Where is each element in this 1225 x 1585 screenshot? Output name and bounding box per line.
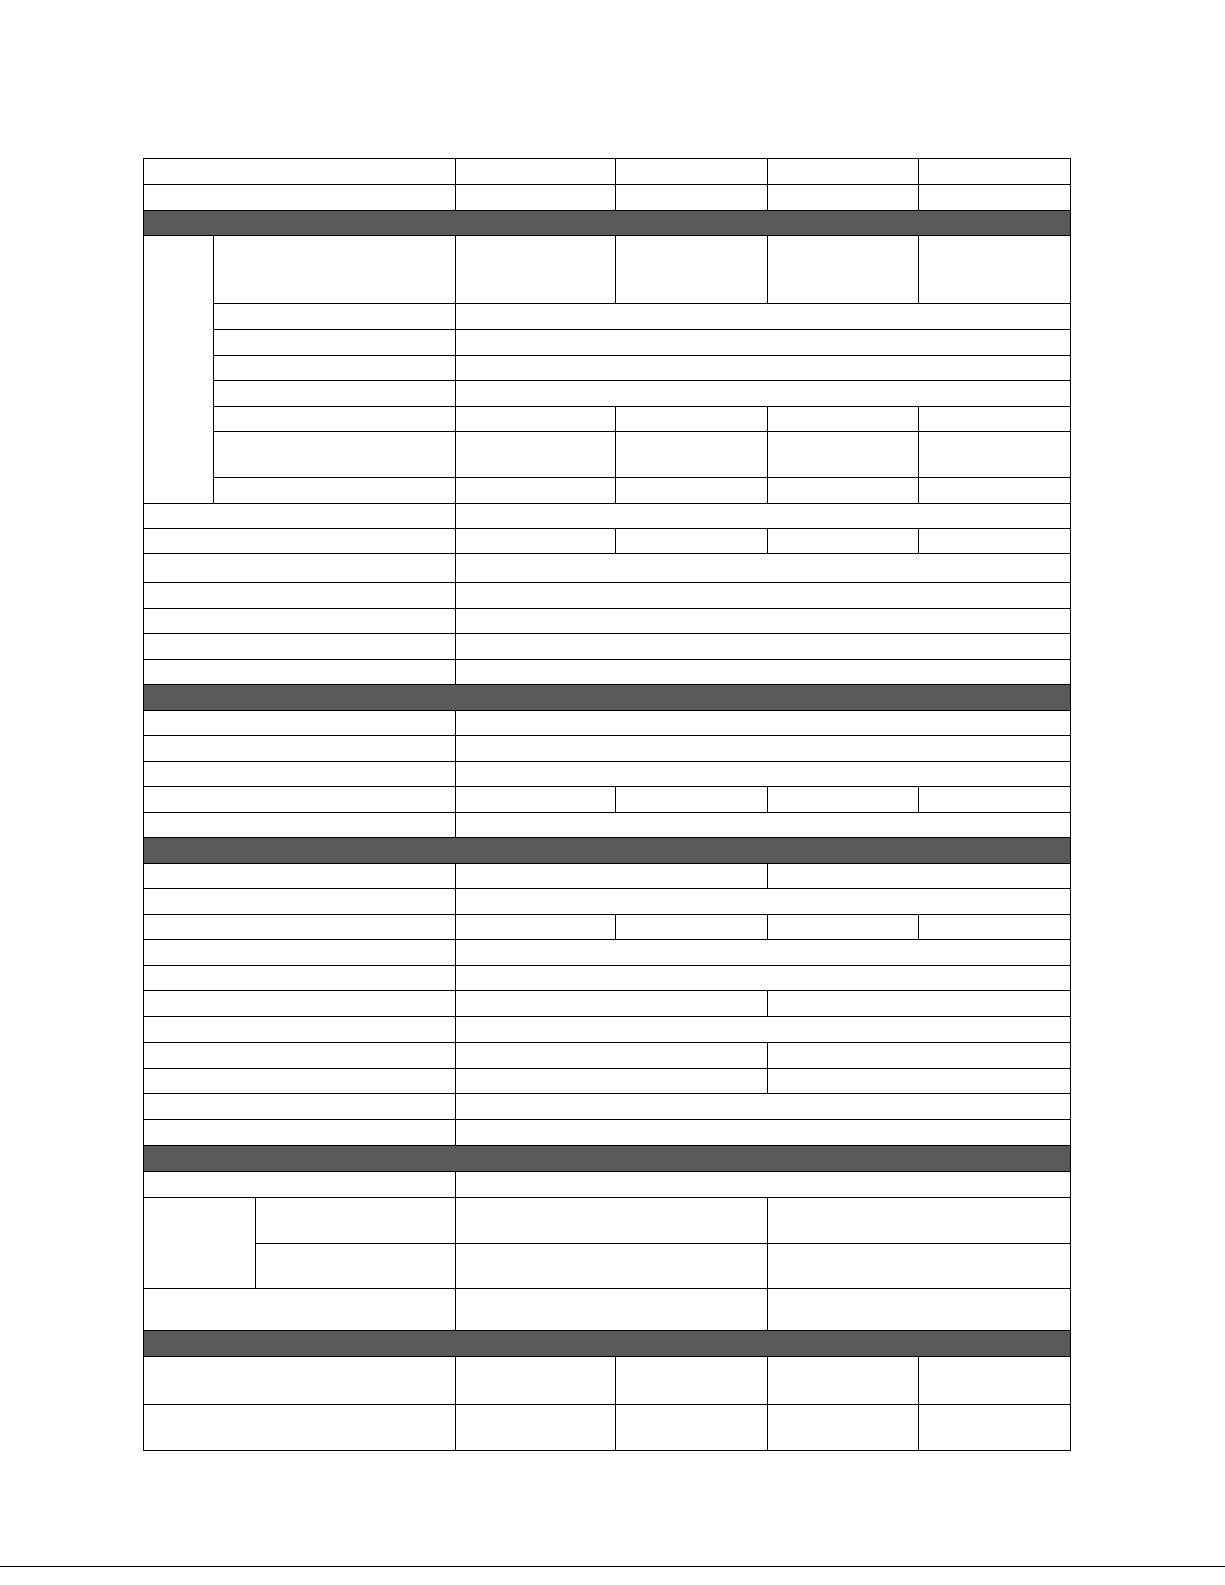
table-cell [768, 864, 1071, 889]
table-cell [456, 304, 1071, 330]
table-cell [768, 1357, 919, 1405]
table-cell [456, 381, 1071, 407]
table-cell [144, 1172, 456, 1198]
table-cell [768, 915, 919, 940]
table-cell [456, 1017, 1071, 1043]
table-row [144, 185, 1071, 211]
table-cell [768, 185, 919, 211]
table-row [144, 813, 1071, 838]
table-cell [456, 356, 1071, 381]
table-cell [144, 554, 456, 583]
table-cell [456, 634, 1071, 660]
table-cell [214, 432, 456, 478]
table-row [144, 554, 1071, 583]
table-cell [919, 915, 1071, 940]
table-cell [616, 787, 768, 813]
table-cell [768, 478, 919, 504]
table-cell [456, 1120, 1071, 1146]
table-cell [616, 1357, 768, 1405]
table-cell [144, 940, 456, 966]
table-cell [214, 330, 456, 356]
section-header-row [144, 838, 1071, 864]
table-row [144, 1017, 1071, 1043]
table-cell [144, 634, 456, 660]
section-header-cell [144, 1331, 1071, 1357]
table-cell [616, 478, 768, 504]
table-cell [768, 159, 919, 185]
table-cell [456, 529, 616, 554]
table-cell [456, 736, 1071, 762]
section-header-cell [144, 685, 1071, 711]
table-cell [616, 185, 768, 211]
table-cell [456, 185, 616, 211]
table-cell [214, 407, 456, 432]
table-cell [144, 991, 456, 1017]
table-cell [456, 478, 616, 504]
table-cell [214, 381, 456, 407]
table-cell [214, 236, 456, 304]
table-cell [768, 407, 919, 432]
section-header-cell [144, 838, 1071, 864]
table-row [144, 609, 1071, 634]
table-cell [456, 1172, 1071, 1198]
table-cell [144, 504, 456, 529]
table-cell [456, 1405, 616, 1451]
table-row [144, 660, 1071, 685]
table-cell [144, 1405, 456, 1451]
table-row [144, 736, 1071, 762]
table-cell [214, 478, 456, 504]
table-cell [144, 660, 456, 685]
table-row [144, 529, 1071, 554]
table-row [144, 1289, 1071, 1331]
table-row [144, 634, 1071, 660]
footer-rule [0, 1566, 1225, 1567]
table-cell [456, 711, 1071, 736]
table-cell [144, 159, 456, 185]
table-row [144, 1244, 1071, 1289]
table-cell [456, 966, 1071, 991]
table-cell [456, 1357, 616, 1405]
table-row [144, 762, 1071, 787]
table-cell [919, 1405, 1071, 1451]
section-header-row [144, 1331, 1071, 1357]
table-row [144, 504, 1071, 529]
section-header-cell [144, 211, 1071, 236]
table-cell [616, 159, 768, 185]
table-cell [214, 304, 456, 330]
table-cell [616, 236, 768, 304]
table-cell [144, 1120, 456, 1146]
table-cell [456, 432, 616, 478]
table-cell [919, 529, 1071, 554]
table-row [144, 407, 1071, 432]
table-cell [144, 966, 456, 991]
table-cell [144, 762, 456, 787]
table-cell [768, 787, 919, 813]
table-cell [144, 185, 456, 211]
table-cell [144, 1357, 456, 1405]
table-cell [456, 660, 1071, 685]
table-row [144, 583, 1071, 609]
table-row [144, 159, 1071, 185]
table-row [144, 1198, 1071, 1244]
table-cell [616, 407, 768, 432]
table-cell [456, 583, 1071, 609]
table-row [144, 381, 1071, 407]
table-row [144, 330, 1071, 356]
table-row [144, 1120, 1071, 1146]
table-row [144, 1405, 1071, 1451]
table-cell [456, 159, 616, 185]
table-cell [456, 1198, 768, 1244]
table-row [144, 711, 1071, 736]
table-cell [768, 432, 919, 478]
table-cell [144, 889, 456, 915]
table-row [144, 236, 1071, 304]
table-cell [456, 991, 768, 1017]
table-row [144, 991, 1071, 1017]
table-row [144, 1172, 1071, 1198]
table-cell [144, 583, 456, 609]
table-cell [144, 736, 456, 762]
table-cell [456, 407, 616, 432]
table-row [144, 966, 1071, 991]
table-cell [456, 330, 1071, 356]
table-cell [144, 1069, 456, 1094]
table-cell [919, 1357, 1071, 1405]
table-cell [919, 159, 1071, 185]
table-cell [616, 529, 768, 554]
table-cell [616, 915, 768, 940]
table-cell [919, 185, 1071, 211]
table-cell [456, 813, 1071, 838]
table-cell [144, 1017, 456, 1043]
section-header-row [144, 1146, 1071, 1172]
table-row [144, 1043, 1071, 1069]
table-row [144, 915, 1071, 940]
group-label-cell [144, 1198, 256, 1289]
table-cell [919, 787, 1071, 813]
table-row [144, 889, 1071, 915]
table-cell [456, 1289, 768, 1331]
table-cell [768, 1289, 1071, 1331]
table-cell [144, 813, 456, 838]
table-cell [616, 432, 768, 478]
table-cell [919, 432, 1071, 478]
table-cell [144, 1289, 456, 1331]
table-cell [256, 1244, 456, 1289]
section-header-row [144, 211, 1071, 236]
table-cell [919, 478, 1071, 504]
table-cell [144, 1043, 456, 1069]
table-row [144, 1094, 1071, 1120]
table-cell [456, 1043, 768, 1069]
table-cell [144, 864, 456, 889]
table-cell [919, 236, 1071, 304]
table-row [144, 787, 1071, 813]
table-cell [144, 787, 456, 813]
table-cell [768, 1244, 1071, 1289]
table-cell [456, 864, 768, 889]
table-cell [456, 787, 616, 813]
table-cell [768, 1043, 1071, 1069]
group-label-cell [144, 236, 214, 504]
table-cell [768, 991, 1071, 1017]
table-cell [456, 504, 1071, 529]
table-row [144, 432, 1071, 478]
table-cell [144, 609, 456, 634]
table-cell [456, 1244, 768, 1289]
table-cell [768, 1069, 1071, 1094]
table-cell [144, 915, 456, 940]
table-cell [456, 1069, 768, 1094]
table-cell [456, 940, 1071, 966]
table-cell [456, 236, 616, 304]
section-header-cell [144, 1146, 1071, 1172]
table-cell [214, 356, 456, 381]
table-cell [768, 529, 919, 554]
table-cell [456, 889, 1071, 915]
table-cell [144, 529, 456, 554]
table-cell [616, 1405, 768, 1451]
spec-table [143, 158, 1071, 1451]
table-row [144, 1069, 1071, 1094]
table-cell [768, 1198, 1071, 1244]
table-row [144, 940, 1071, 966]
table-row [144, 356, 1071, 381]
table-cell [144, 711, 456, 736]
table-row [144, 864, 1071, 889]
table-cell [768, 1405, 919, 1451]
table-cell [456, 609, 1071, 634]
table-cell [919, 407, 1071, 432]
table-cell [456, 1094, 1071, 1120]
table-row [144, 1357, 1071, 1405]
table-row [144, 304, 1071, 330]
table-cell [768, 236, 919, 304]
table-cell [456, 762, 1071, 787]
table-cell [456, 554, 1071, 583]
table-cell [456, 915, 616, 940]
table-cell [144, 1094, 456, 1120]
section-header-row [144, 685, 1071, 711]
table-row [144, 478, 1071, 504]
table-cell [256, 1198, 456, 1244]
